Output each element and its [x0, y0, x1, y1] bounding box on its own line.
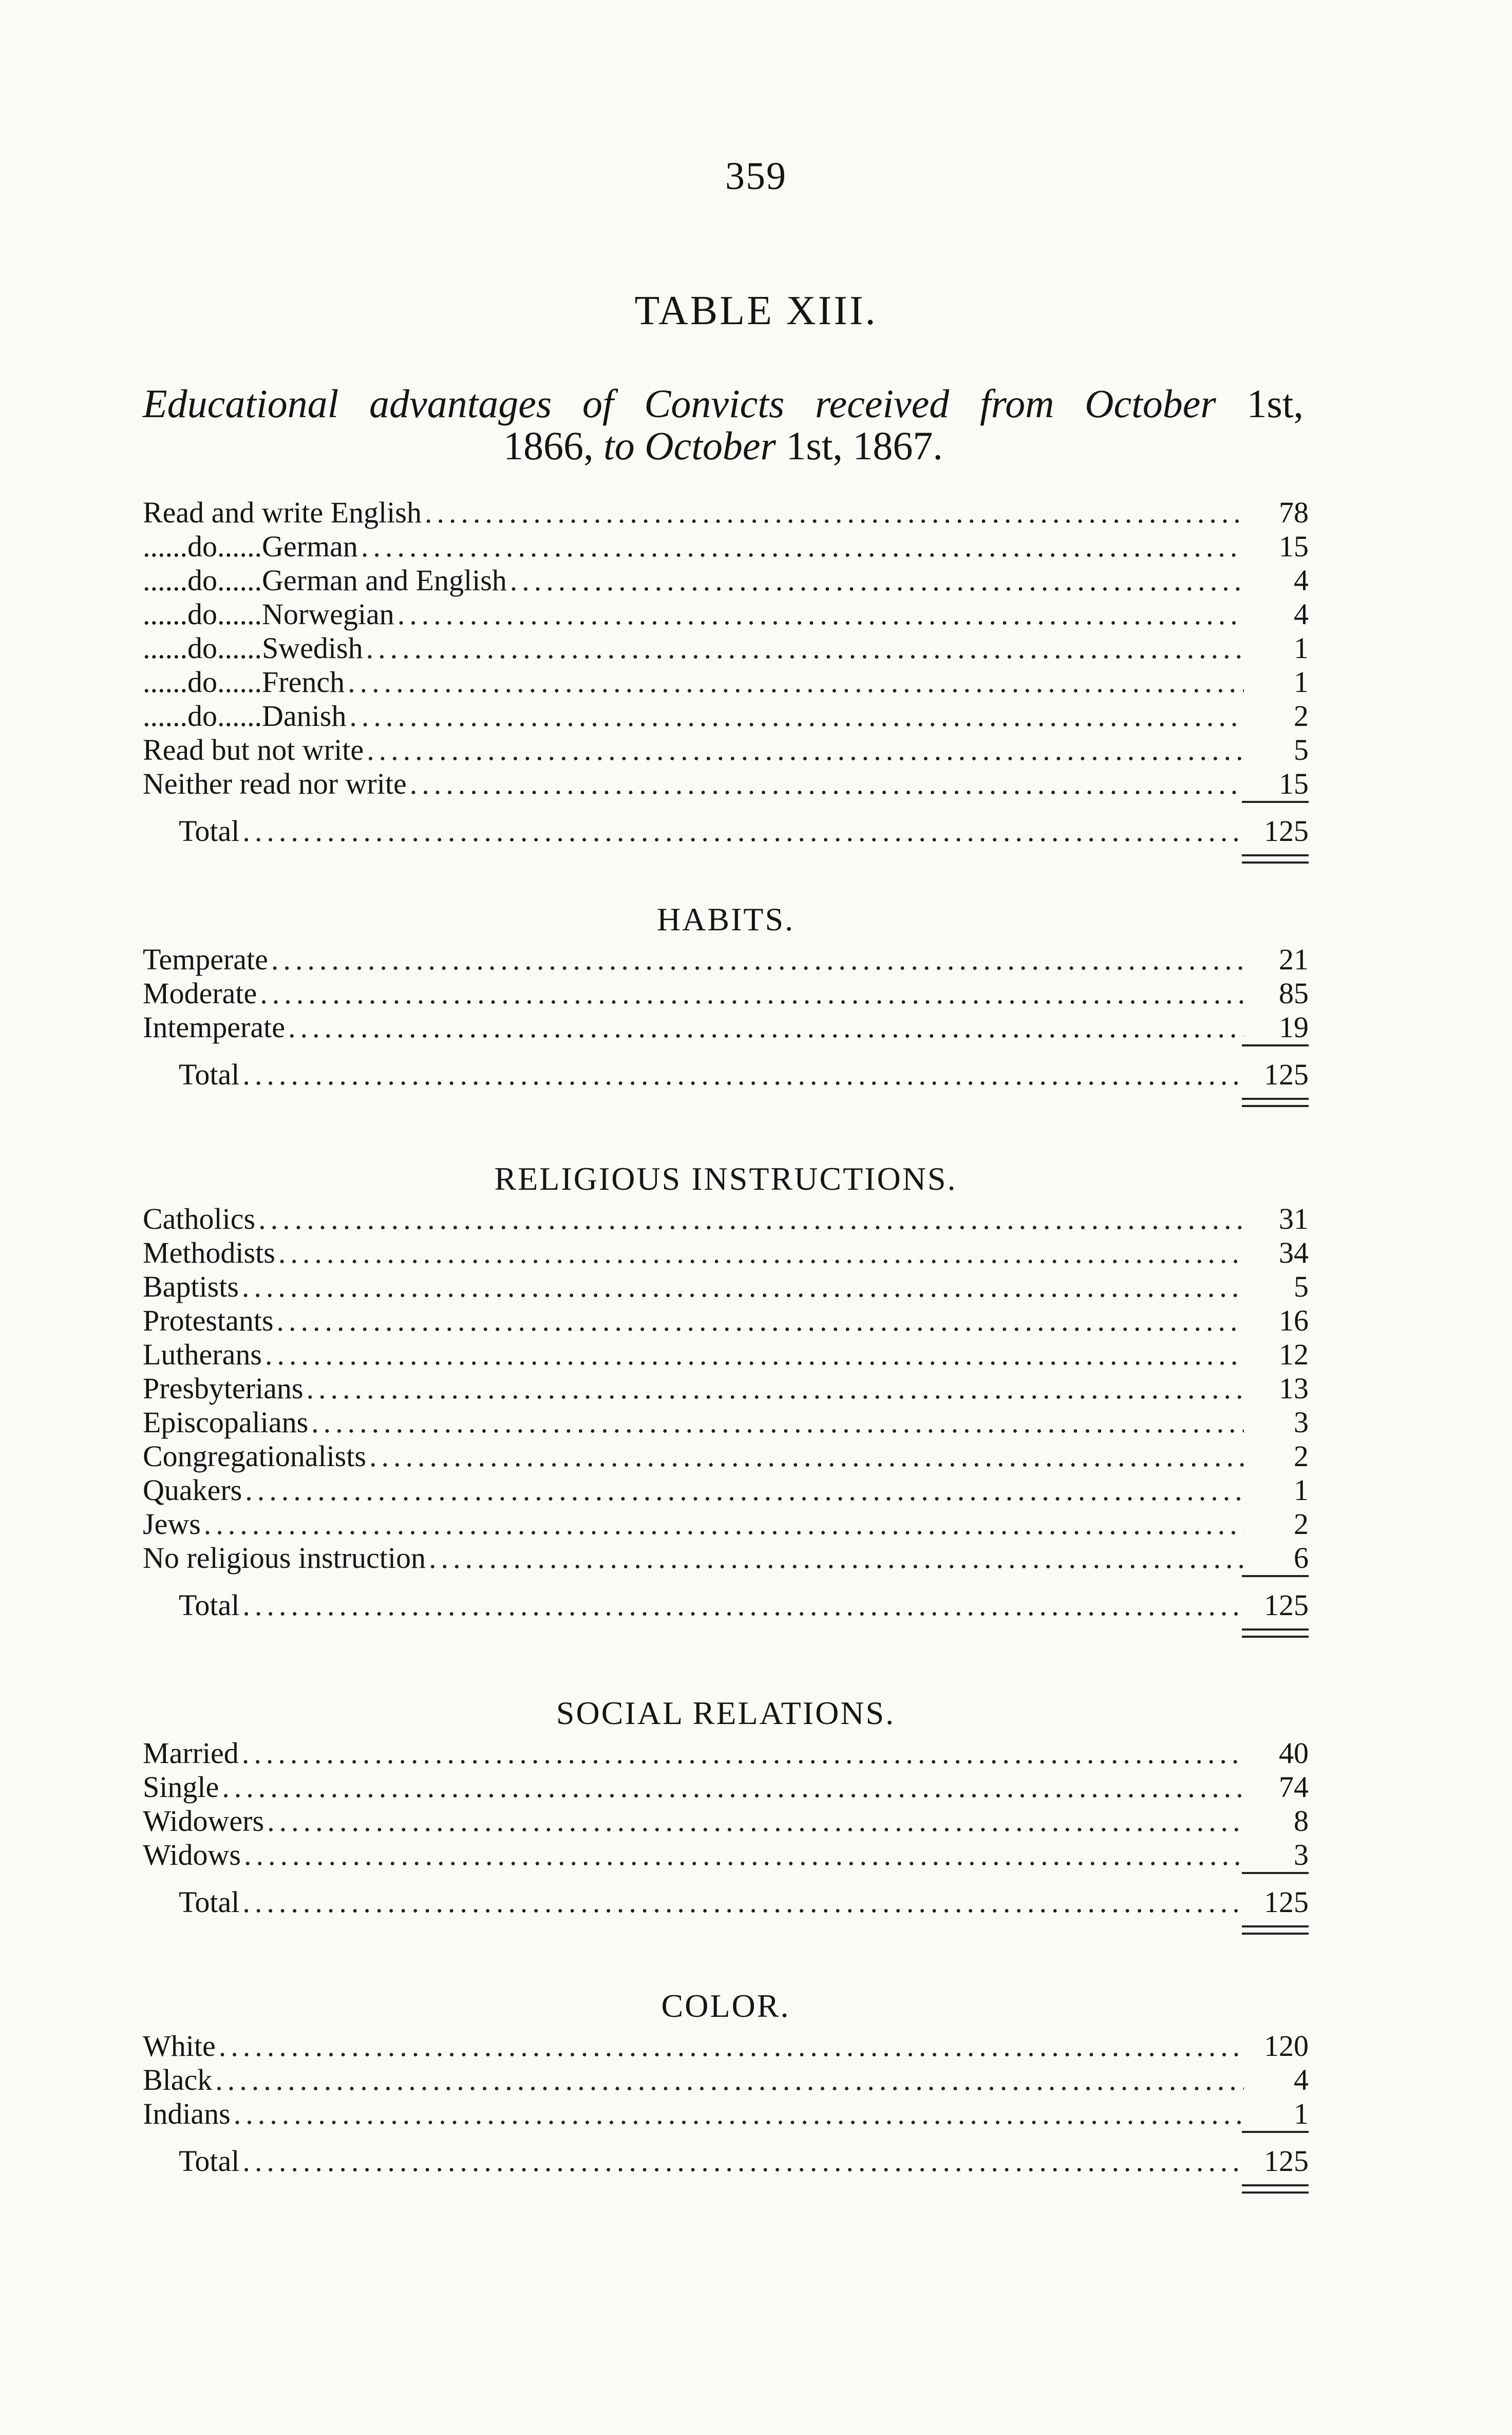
row-value: 5	[1294, 1270, 1309, 1303]
list-item	[143, 1473, 1309, 1507]
row-label: Baptists	[143, 1270, 239, 1303]
total-row	[143, 1874, 1309, 1923]
total-row	[143, 2133, 1309, 2182]
row-label: Congregationalists	[143, 1439, 366, 1473]
row-value: 8	[1294, 1804, 1309, 1838]
total-label: Total	[179, 1058, 240, 1091]
row-value: 21	[1279, 943, 1309, 976]
dot-leader	[258, 1202, 1244, 1236]
row-label: ......do......German and English	[143, 564, 507, 597]
list-item	[143, 1236, 1309, 1270]
row-value: 16	[1279, 1304, 1309, 1337]
row-label: Neither read nor write	[143, 767, 407, 800]
dot-leader	[311, 1406, 1244, 1439]
list-item	[143, 665, 1309, 699]
list-item	[143, 977, 1309, 1010]
row-label: No religious instruction	[143, 1541, 426, 1575]
caption-line-1-text: Educational advantages of Convicts received from October	[143, 381, 1247, 426]
total-label: Total	[179, 1588, 240, 1622]
section-heading: SOCIAL RELATIONS.	[556, 1695, 896, 1731]
dot-leader	[361, 530, 1244, 564]
total-value: 125	[1264, 1058, 1309, 1091]
education-section	[143, 496, 1309, 864]
caption-line-2-text: to October	[603, 423, 786, 468]
dot-leader	[278, 1236, 1244, 1270]
row-value: 2	[1294, 1507, 1309, 1541]
row-label: ......do......French	[143, 665, 345, 699]
row-label: Presbyterians	[143, 1372, 304, 1405]
social-section	[143, 1690, 1309, 1935]
caption-line-1	[143, 383, 1303, 425]
dot-leader	[429, 1541, 1244, 1575]
total-value: 125	[1264, 1885, 1309, 1919]
dot-leader	[242, 1736, 1244, 1770]
list-item	[143, 530, 1309, 564]
row-value: 15	[1279, 530, 1309, 563]
list-item	[143, 1010, 1309, 1044]
row-value: 120	[1264, 2029, 1309, 2063]
row-label: White	[143, 2029, 216, 2063]
dot-leader	[222, 1770, 1244, 1804]
dot-leader	[245, 1473, 1244, 1507]
row-value: 13	[1279, 1372, 1309, 1405]
row-value: 4	[1294, 2063, 1309, 2096]
list-item	[143, 2029, 1309, 2063]
row-value: 4	[1294, 564, 1309, 597]
dot-leader	[510, 564, 1244, 597]
row-label: Catholics	[143, 1202, 256, 1235]
dot-leader	[242, 1874, 1244, 1931]
row-value: 78	[1279, 496, 1309, 529]
list-item	[143, 564, 1309, 597]
list-item	[143, 733, 1309, 767]
row-label: Black	[143, 2063, 213, 2096]
dot-leader	[410, 767, 1244, 801]
row-label: ......do......Norwegian	[143, 597, 394, 631]
row-label: Protestants	[143, 1304, 274, 1337]
dot-leader	[242, 2133, 1244, 2189]
total-label: Total	[179, 1885, 240, 1919]
row-label: Indians	[143, 2097, 231, 2130]
dot-leader	[265, 1338, 1244, 1372]
caption-line-2	[143, 425, 1303, 467]
dot-leader	[242, 1577, 1244, 1634]
habits-section	[143, 896, 1309, 1107]
total-label: Total	[179, 2144, 240, 2178]
row-value: 15	[1279, 767, 1309, 800]
dot-leader	[348, 665, 1244, 699]
row-label: ......do......German	[143, 530, 358, 563]
row-label: Intemperate	[143, 1010, 285, 1044]
section-heading: COLOR.	[661, 1988, 790, 2024]
section-heading: HABITS.	[656, 901, 795, 938]
row-label: Married	[143, 1736, 239, 1770]
dot-leader	[242, 803, 1244, 859]
total-value: 125	[1264, 1588, 1309, 1622]
total-row	[143, 1577, 1309, 1626]
row-value: 2	[1294, 699, 1309, 733]
row-value: 3	[1294, 1838, 1309, 1871]
row-value: 34	[1279, 1236, 1309, 1269]
list-item	[143, 631, 1309, 665]
row-label: Widows	[143, 1838, 241, 1871]
row-value: 5	[1294, 733, 1309, 766]
row-label: Moderate	[143, 977, 257, 1010]
row-value: 1	[1294, 631, 1309, 665]
list-item	[143, 1736, 1309, 1770]
list-item	[143, 1838, 1309, 1872]
caption-line-2-date: 1st, 1867.	[786, 423, 943, 468]
list-item	[143, 1770, 1309, 1804]
list-item	[143, 2063, 1309, 2097]
section-heading: RELIGIOUS INSTRUCTIONS.	[494, 1160, 957, 1197]
dot-leader	[260, 977, 1244, 1010]
row-label: Episcopalians	[143, 1406, 309, 1439]
religious-section	[143, 1156, 1309, 1638]
row-value: 6	[1294, 1541, 1309, 1575]
list-item	[143, 1202, 1309, 1236]
dot-leader	[366, 631, 1244, 665]
color-section	[143, 1983, 1309, 2194]
list-item	[143, 597, 1309, 631]
row-label: Methodists	[143, 1236, 275, 1269]
row-value: 74	[1279, 1770, 1309, 1804]
row-label: Lutherans	[143, 1338, 262, 1371]
row-value: 1	[1294, 1473, 1309, 1507]
list-item	[143, 767, 1309, 801]
row-label: ......do......Swedish	[143, 631, 363, 665]
dot-leader	[277, 1304, 1244, 1338]
row-value: 3	[1294, 1406, 1309, 1439]
table-caption	[143, 383, 1303, 467]
dot-leader	[398, 597, 1244, 631]
dot-leader	[367, 733, 1244, 767]
row-value: 1	[1294, 665, 1309, 699]
row-value: 4	[1294, 597, 1309, 631]
list-item	[143, 496, 1309, 530]
row-label: Jews	[143, 1507, 201, 1541]
list-item	[143, 1270, 1309, 1304]
row-value: 85	[1279, 977, 1309, 1010]
dot-leader	[242, 1046, 1244, 1103]
dot-leader	[369, 1439, 1244, 1473]
row-value: 19	[1279, 1010, 1309, 1044]
table-title: TABLE XIII.	[634, 288, 878, 333]
row-value: 12	[1279, 1338, 1309, 1371]
list-item	[143, 1804, 1309, 1838]
list-item	[143, 1406, 1309, 1439]
row-label: Read but not write	[143, 733, 364, 766]
row-value: 40	[1279, 1736, 1309, 1770]
row-value: 2	[1294, 1439, 1309, 1473]
row-value: 1	[1294, 2097, 1309, 2130]
row-label: ......do......Danish	[143, 699, 347, 733]
dot-leader	[307, 1372, 1244, 1406]
list-item	[143, 1338, 1309, 1372]
dot-leader	[271, 943, 1244, 977]
total-value: 125	[1264, 2144, 1309, 2178]
list-item	[143, 943, 1309, 977]
dot-leader	[267, 1804, 1244, 1838]
dot-leader	[244, 1838, 1244, 1872]
list-item	[143, 1507, 1309, 1541]
row-label: Widowers	[143, 1804, 264, 1838]
dot-leader	[288, 1010, 1244, 1044]
list-item	[143, 1372, 1309, 1406]
total-value: 125	[1264, 814, 1309, 848]
dot-leader	[204, 1507, 1244, 1541]
caption-line-2-year: 1866,	[503, 423, 604, 468]
row-label: Read and write English	[143, 496, 422, 529]
dot-leader	[425, 496, 1244, 530]
total-row	[143, 803, 1309, 852]
list-item	[143, 699, 1309, 733]
row-label: Quakers	[143, 1473, 242, 1507]
dot-leader	[349, 699, 1244, 733]
total-row	[143, 1046, 1309, 1096]
row-label: Single	[143, 1770, 219, 1804]
list-item	[143, 1304, 1309, 1338]
row-value: 31	[1279, 1202, 1309, 1235]
list-item	[143, 1541, 1309, 1575]
caption-line-1-ordinal: 1st,	[1246, 381, 1303, 426]
list-item	[143, 2097, 1309, 2131]
dot-leader	[234, 2097, 1244, 2131]
list-item	[143, 1439, 1309, 1473]
total-label: Total	[179, 814, 240, 848]
page-number: 359	[725, 155, 787, 198]
dot-leader	[215, 2063, 1244, 2097]
dot-leader	[219, 2029, 1244, 2063]
row-label: Temperate	[143, 943, 268, 976]
dot-leader	[242, 1270, 1244, 1304]
